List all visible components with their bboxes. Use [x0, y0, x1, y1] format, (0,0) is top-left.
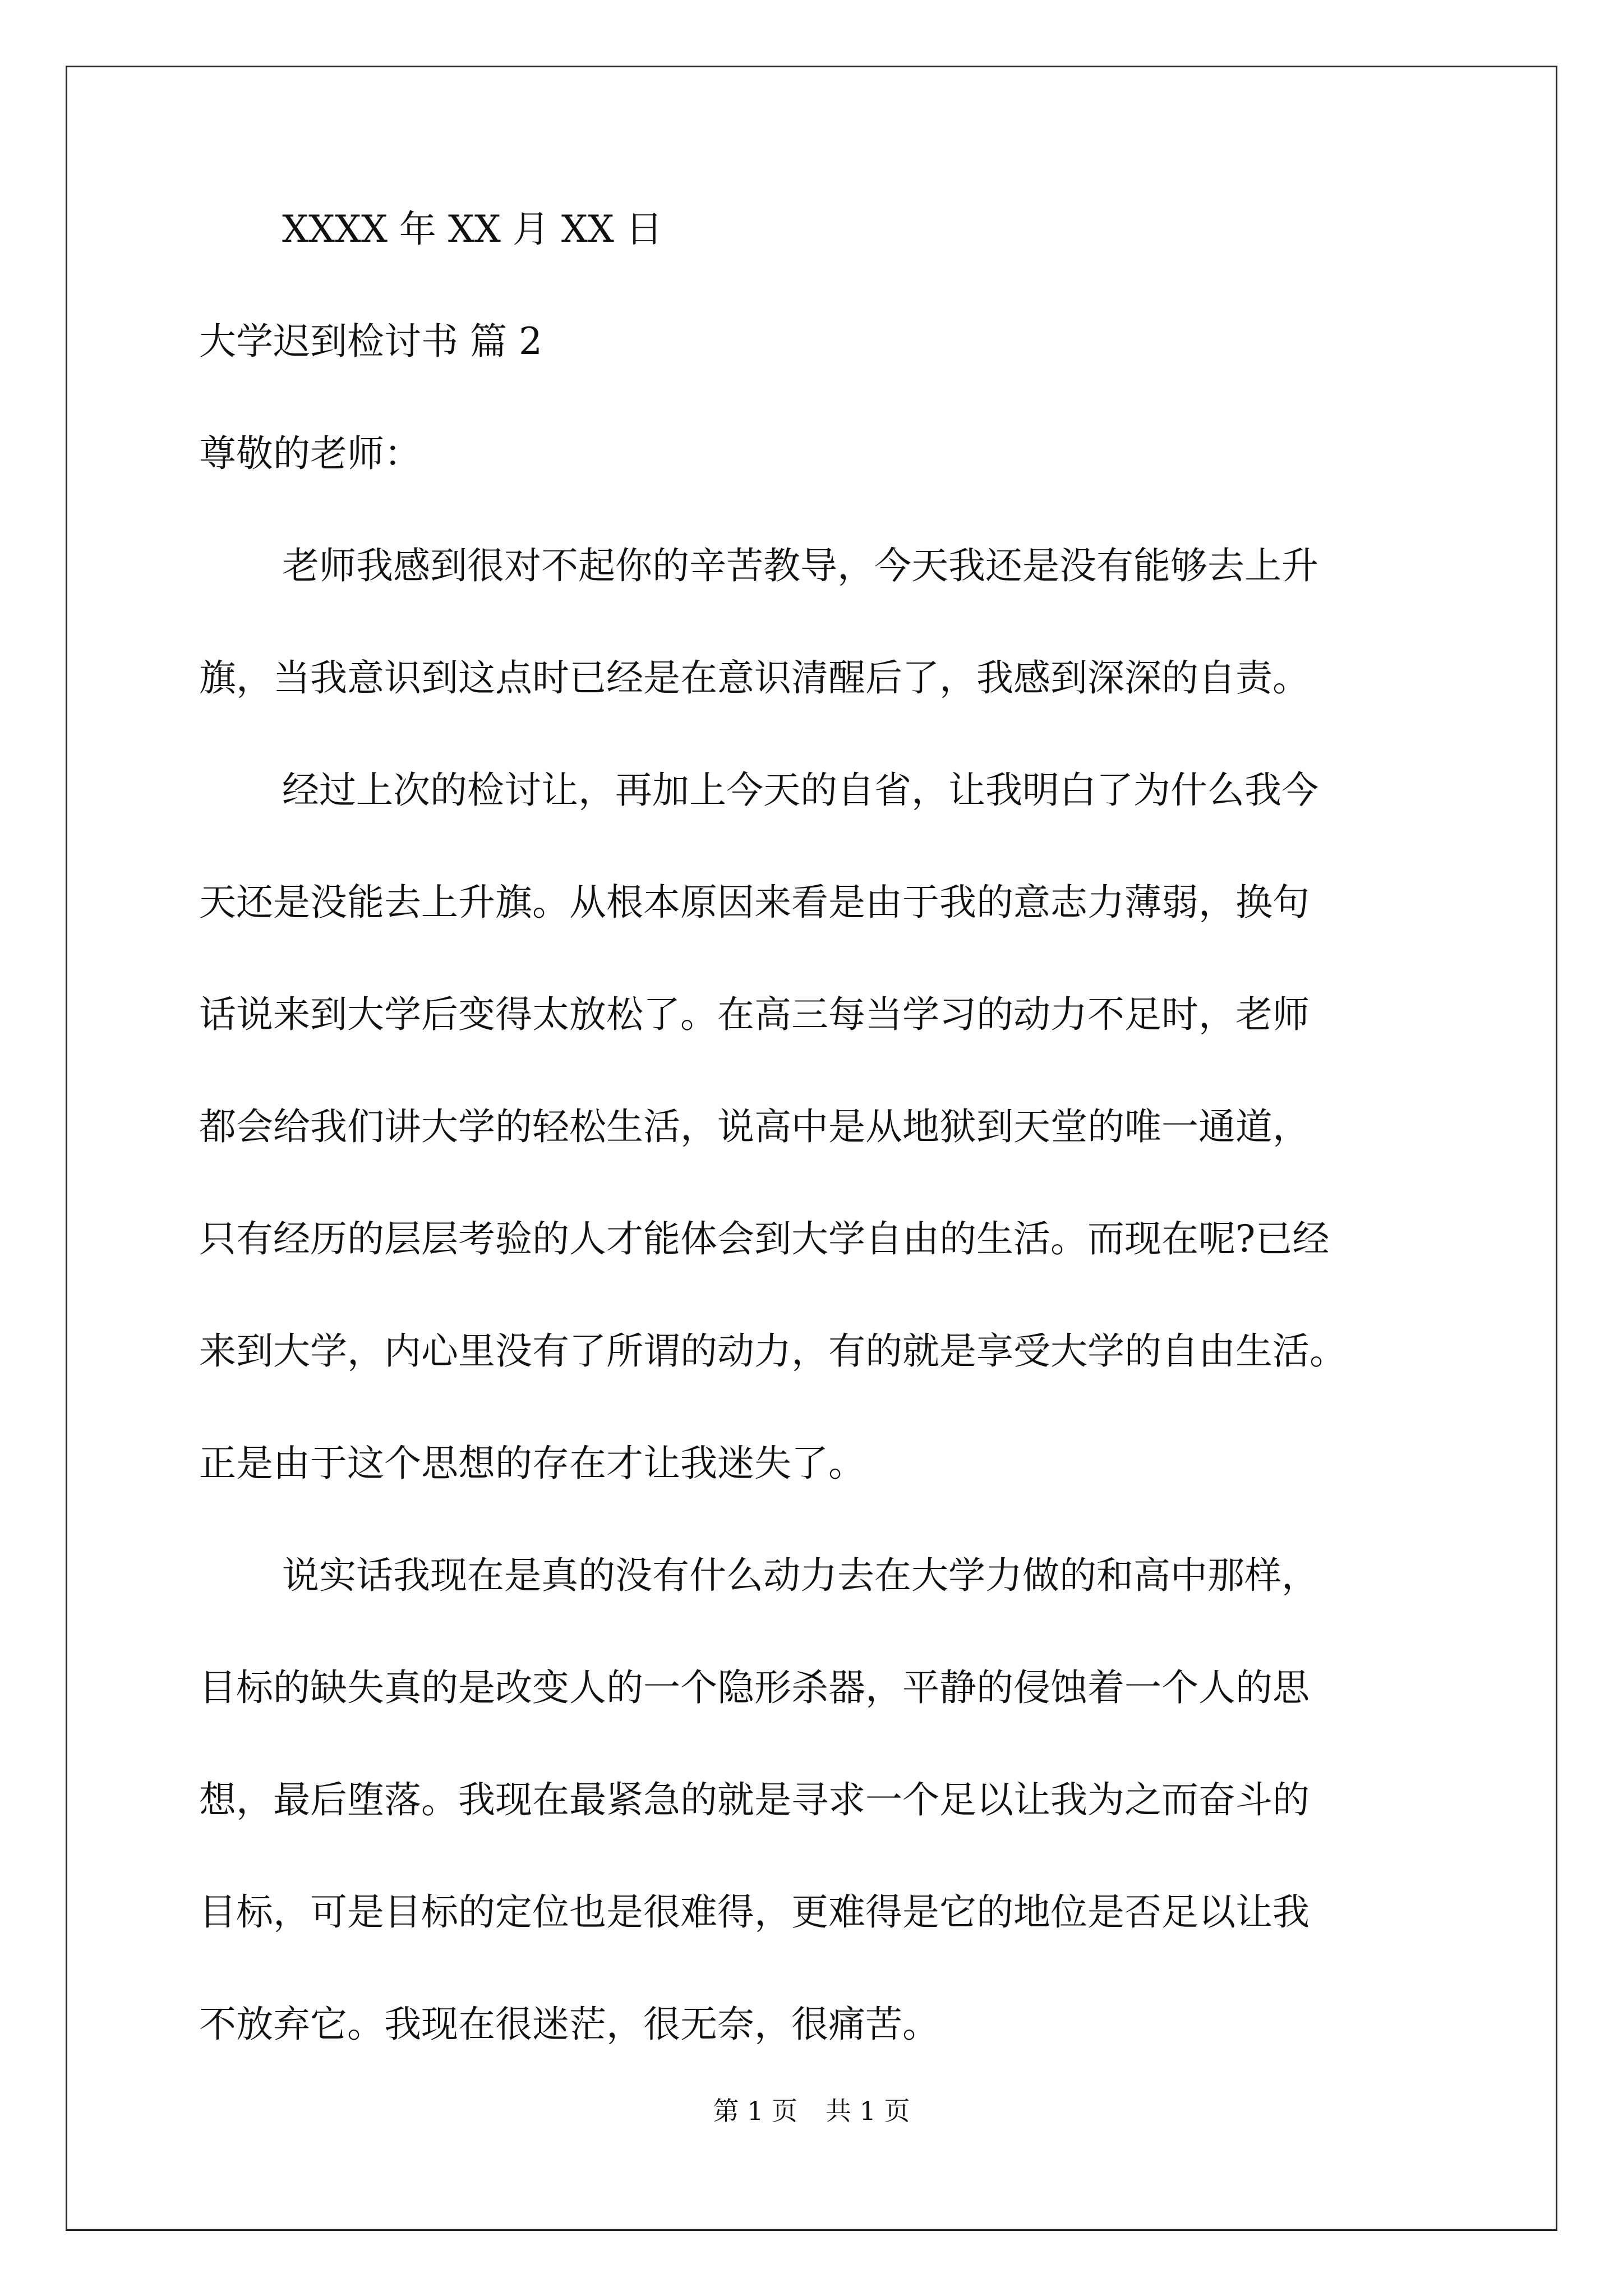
paragraph-line: 正是由于这个思想的存在才让我迷失了。 [199, 1442, 865, 1485]
paragraph-line: 老师我感到很对不起你的辛苦教导，今天我还是没有能够去上升 [282, 544, 1318, 587]
paragraph-line: 天还是没能去上升旗。从根本原因来看是由于我的意志力薄弱，换句 [199, 881, 1310, 924]
date-line: XXXX 年 XX 月 XX 日 [282, 208, 663, 251]
paragraph-line: 目标，可是目标的定位也是很难得，更难得是它的地位是否足以让我 [199, 1890, 1310, 1934]
page-total: 共 1 页 [826, 2096, 910, 2126]
page-footer [0, 2095, 1623, 2127]
paragraph-line: 都会给我们讲大学的轻松生活，说高中是从地狱到天堂的唯一通道， [199, 1105, 1310, 1148]
salutation: 尊敬的老师： [199, 432, 421, 475]
paragraph-line: 不放弃它。我现在很迷茫，很无奈，很痛苦。 [199, 2003, 939, 2046]
paragraph-line: 旗，当我意识到这点时已经是在意识清醒后了，我感到深深的自责。 [199, 656, 1310, 700]
page-number: 第 1 页 [713, 2096, 797, 2126]
paragraph-line: 目标的缺失真的是改变人的一个隐形杀器，平静的侵蚀着一个人的思 [199, 1666, 1310, 1709]
paragraph-line: 来到大学，内心里没有了所谓的动力，有的就是享受大学的自由生活。 [199, 1329, 1347, 1373]
document-title: 大学迟到检讨书 篇 2 [199, 320, 542, 363]
paragraph-line: 话说来到大学后变得太放松了。在高三每当学习的动力不足时，老师 [199, 993, 1310, 1036]
paragraph-line: 经过上次的检讨让，再加上今天的自省，让我明白了为什么我今 [282, 769, 1318, 812]
paragraph-line: 只有经历的层层考验的人才能体会到大学自由的生活。而现在呢?已经 [199, 1217, 1330, 1260]
paragraph-line: 想，最后堕落。我现在最紧急的就是寻求一个足以让我为之而奋斗的 [199, 1778, 1310, 1821]
paragraph-line: 说实话我现在是真的没有什么动力去在大学力做的和高中那样， [282, 1554, 1318, 1597]
